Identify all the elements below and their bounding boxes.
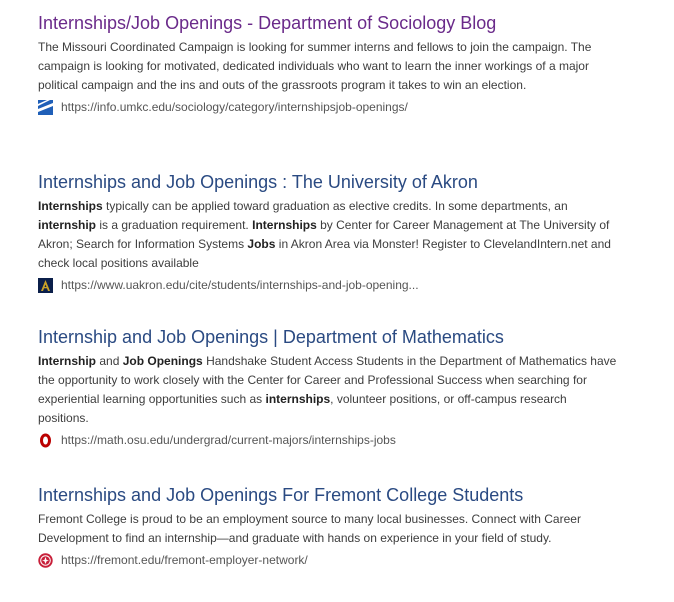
snippet-highlight: Internship — [38, 354, 97, 368]
result-title-link[interactable]: Internships and Job Openings For Fremont College Students — [38, 485, 524, 505]
search-result — [38, 326, 618, 448]
result-url-row — [38, 277, 618, 293]
snippet-highlight: internship — [38, 218, 97, 232]
result-url[interactable]: https://math.osu.edu/undergrad/current-majors/internships-jobs — [61, 433, 396, 447]
snippet-text: Fremont College is proud to be an employment source to many local businesses. Connect with Career Development to find an internship—and graduate with hands on experience in your field of study. — [38, 512, 581, 545]
result-snippet — [38, 510, 618, 548]
result-url[interactable]: https://www.uakron.edu/cite/students/internships-and-job-opening... — [61, 278, 419, 292]
result-title-link[interactable]: Internships and Job Openings : The University of Akron — [38, 172, 478, 192]
snippet-text: by Center for Career Management at The University of Akron; Search for Information Systems — [38, 218, 610, 251]
result-snippet — [38, 38, 618, 95]
akron-logo-icon — [38, 278, 53, 293]
snippet-text: in Akron Area via Monster! Register to ClevelandIntern.net and check local positions available — [38, 237, 611, 270]
search-result — [38, 171, 618, 293]
umkc-logo-icon — [38, 100, 53, 115]
result-url[interactable]: https://info.umkc.edu/sociology/category/internshipsjob-openings/ — [61, 100, 408, 114]
result-url-row — [38, 99, 618, 115]
result-snippet — [38, 352, 618, 428]
result-url-row — [38, 552, 618, 568]
snippet-text: is a graduation requirement. — [96, 218, 253, 232]
fremont-logo-icon — [38, 553, 53, 568]
search-result — [38, 12, 618, 115]
snippet-highlight: Jobs — [247, 237, 276, 251]
snippet-text: Handshake Student Access Students in the Department of Mathematics have the opportunity to work closely with the Center for Career and Professional Success when searching for experiential learning opportunities such as — [38, 354, 617, 406]
osu-logo-icon — [38, 433, 53, 448]
snippet-text: , volunteer positions, or off-campus research positions. — [38, 392, 567, 425]
snippet-highlight: Internships — [252, 218, 317, 232]
result-url-row — [38, 432, 618, 448]
result-url[interactable]: https://fremont.edu/fremont-employer-network/ — [61, 553, 308, 567]
snippet-highlight: internships — [265, 392, 331, 406]
snippet-text: typically can be applied toward graduation as elective credits. In some departments, an — [102, 199, 568, 213]
snippet-text: The Missouri Coordinated Campaign is looking for summer interns and fellows to join the campaign. The campaign is looking for motivated, dedicated individuals who want to learn the inner workings of a major political campaign and the ins and outs of the grassroots program it takes to win an election. — [38, 40, 592, 92]
result-title-link[interactable]: Internship and Job Openings | Department of Mathematics — [38, 327, 504, 347]
result-title-link[interactable]: Internships/Job Openings - Department of Sociology Blog — [38, 13, 497, 33]
snippet-text: and — [96, 354, 123, 368]
snippet-highlight: Internships — [38, 199, 103, 213]
search-result — [38, 484, 618, 568]
result-snippet — [38, 197, 618, 273]
snippet-highlight: Job Openings — [122, 354, 203, 368]
